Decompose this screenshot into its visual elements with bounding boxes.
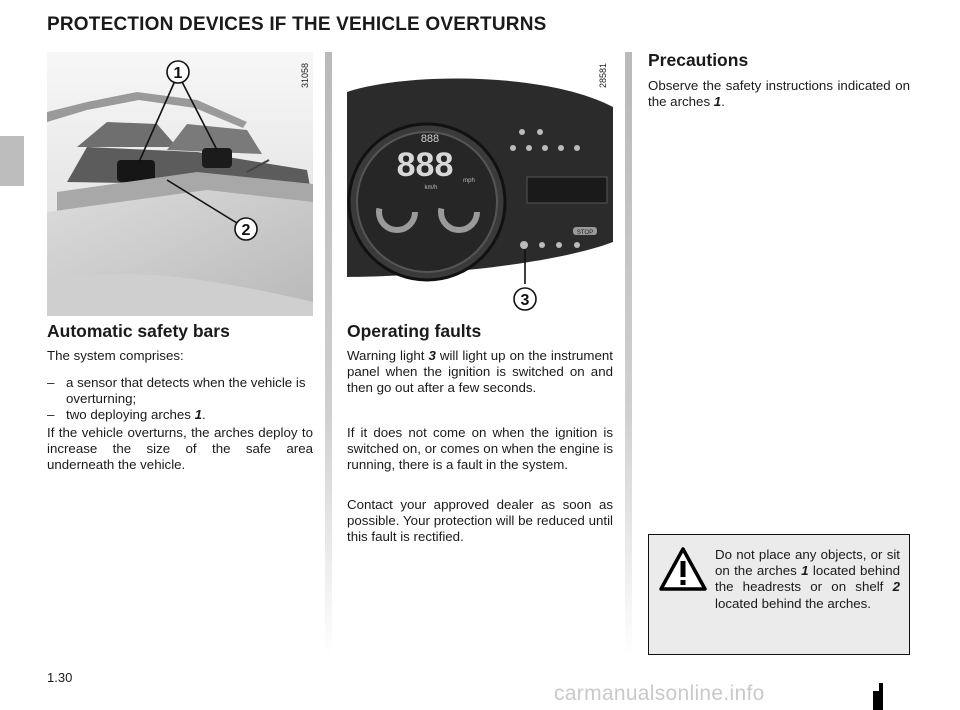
warning-text: Do not place any objects, or sit on the arches 1 located behind the headrests or on shelf 2 located behind the arches.	[715, 547, 900, 611]
trip-digits: 888	[420, 133, 440, 145]
section-tab	[0, 136, 24, 186]
speed-digits: 888	[396, 146, 454, 184]
unit-mph: mph	[463, 178, 475, 184]
warning-light-paragraph: Warning light 3 will light up on the instrument panel when the ignition is switched on and then go out after a few seconds.	[347, 348, 613, 396]
overturn-paragraph: If the vehicle overturns, the arches deploy to increase the size of the safe area underneath the vehicle.	[47, 425, 313, 473]
callout-2: 2	[241, 222, 251, 239]
list-item: – two deploying arches 1.	[47, 407, 206, 423]
operating-faults-heading: Operating faults	[347, 321, 482, 341]
figure-ref-code-dashboard: 28581	[598, 62, 608, 88]
column-divider-right	[625, 52, 632, 656]
convertible-rear-figure	[47, 52, 313, 316]
system-intro: The system comprises:	[47, 348, 184, 363]
warning-box	[648, 534, 910, 655]
fault-paragraph: If it does not come on when the ignition is switched on, or comes on when the engine is running, there is a fault in the system.	[347, 425, 613, 473]
callout-3: 3	[520, 292, 530, 309]
callout-1: 1	[173, 65, 183, 82]
corner-mark	[873, 691, 883, 710]
precautions-heading: Precautions	[648, 50, 749, 70]
column-divider-left	[325, 52, 332, 656]
list-item: – a sensor that detects when the vehicle is overturning;	[47, 375, 306, 407]
automatic-safety-bars-heading: Automatic safety bars	[47, 321, 230, 341]
instrument-cluster-figure	[347, 52, 613, 316]
watermark: carmanualsonline.info	[554, 682, 765, 705]
unit-kmh: km/h	[424, 185, 438, 191]
page-number: 1.30	[47, 670, 73, 685]
page-title: PROTECTION DEVICES IF THE VEHICLE OVERTURNS	[47, 14, 547, 35]
precautions-paragraph: Observe the safety instructions indicated on the arches 1.	[648, 78, 910, 110]
figure-ref-code-car: 31058	[300, 62, 310, 88]
contact-dealer-paragraph: Contact your approved dealer as soon as possible. Your protection will be reduced until this fault is rectified.	[347, 497, 613, 545]
system-components-list	[47, 375, 313, 424]
stop-label: STOP	[576, 230, 594, 236]
